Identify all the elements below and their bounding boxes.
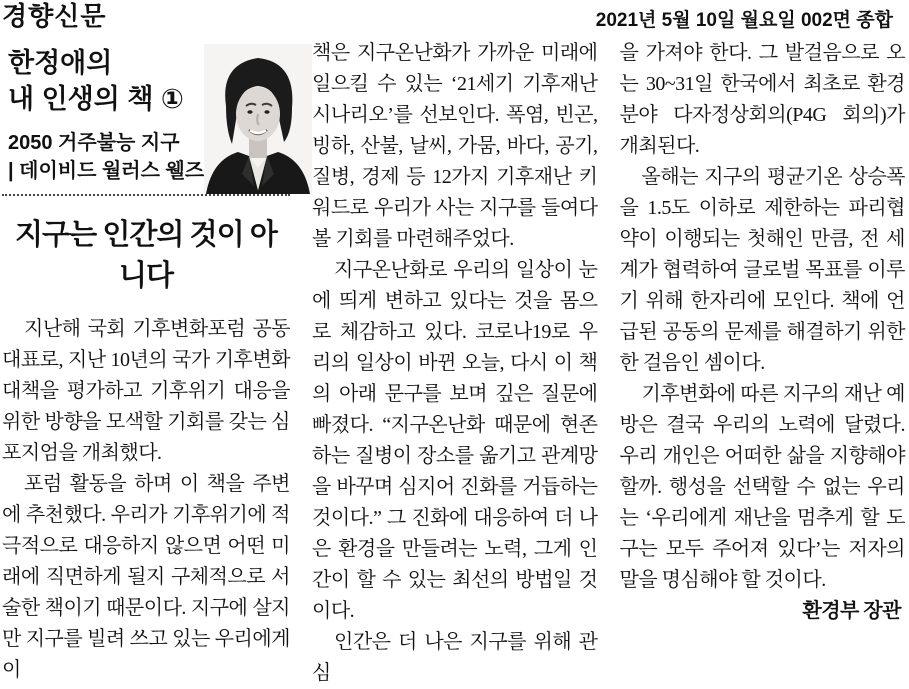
series-title — [8, 46, 204, 117]
book-author: | 데이비드 월러스 웰즈 — [8, 160, 205, 183]
masthead — [2, 2, 905, 36]
paragraph: 책은 지구온난화가 가까운 미래에 일으킬 수 있는 ‘21세기 기후재난 시나리오’를 선보인다. 폭염, 빈곤, 빙하, 산불, 날씨, 가뭄, 바다, 공기, 질병, 경제 등 12가지 기후재난 키워드로 우리가 사는 지구를 들여다볼 기회를 마련해주었다. — [312, 42, 598, 250]
feature-titles — [2, 44, 204, 194]
article-columns — [2, 36, 905, 689]
feature-header — [2, 44, 290, 196]
newspaper-logo: 경향신문 — [2, 1, 107, 31]
paragraph: 인간은 더 나은 지구를 위해 관심 — [312, 631, 598, 684]
paragraph: 을 가져야 한다. 그 발걸음으로 오는 30~31일 한국에서 최초로 환경분야 다자정상회의(P4G 회의)가 개최된다. — [619, 42, 905, 157]
column-1 — [2, 36, 290, 689]
column-3-body — [620, 38, 906, 596]
portrait-photo — [204, 44, 312, 194]
series-title-line1: 한정애의 — [8, 48, 113, 78]
book-title: 2050 거주불능 지구 — [8, 132, 180, 155]
edition-dateline: 2021년 5월 10일 월요일 002면 종합 — [595, 10, 893, 31]
paragraph: 올해는 지구의 평균기온 상승폭을 1.5도 이하로 제한하는 파리협약이 이행되는 첫해인 만큼, 전 세계가 협력하여 글로벌 목표를 이루기 위해 한자리에 모인다. 책에 언급된 공동의 문제를 해결하기 위한 한 걸음인 셈이다. — [619, 166, 905, 374]
column-2 — [312, 36, 598, 689]
column-3 — [620, 36, 906, 689]
series-title-line2: 내 인생의 책 ① — [8, 83, 184, 114]
book-info — [8, 129, 204, 185]
author-byline: 환경부 장관 — [802, 600, 901, 622]
column-2-body — [312, 38, 598, 689]
paragraph: 기후변화에 따른 지구의 재난 예방은 결국 우리의 노력에 달렸다. 우리 개인은 어떠한 삶을 지향해야 할까. 행성을 선택할 수 없는 우리는 ‘우리에게 재난을 멈추게 할 도구는 모두 주어져 있다’는 저자의 말을 명심해야 할 것이다. — [619, 383, 905, 591]
paragraph: 지구온난화로 우리의 일상이 눈에 띄게 변하고 있다는 것을 몸으로 체감하고 있다. 코로나19로 우리의 일상이 바뀐 오늘, 다시 이 책의 아래 문구를 보며 깊은 질문에 빠졌다. “지구온난화 때문에 현존하는 질병이 장소를 옮기고 관계망을 바꾸며 심지어 진화를 거듭하는 것이다.” 그 진화에 대응하여 더 나은 환경을 만들려는 노력, 그게 인간이 할 수 있는 최선의 방법일 것이다. — [312, 259, 598, 622]
article-headline: 지구는 인간의 것이 아니다 — [15, 219, 277, 292]
paragraph: 지난해 국회 기후변화포럼 공동대표로, 지난 10년의 국가 기후변화 대책을 평가하고 기후위기 대응을 위한 방향을 모색할 기회를 갖는 심포지엄을 개최했다. — [2, 318, 290, 464]
column-1-body — [2, 314, 290, 686]
paragraph: 포럼 활동을 하며 이 책을 주변에 추천했다. 우리가 기후위기에 적극적으로 대응하지 않으면 어떤 미래에 직면하게 될지 구체적으로 서술한 책이기 때문이다. 지구에 살지만 지구를 빌려 쓰고 있는 우리에게 이 — [2, 473, 290, 681]
